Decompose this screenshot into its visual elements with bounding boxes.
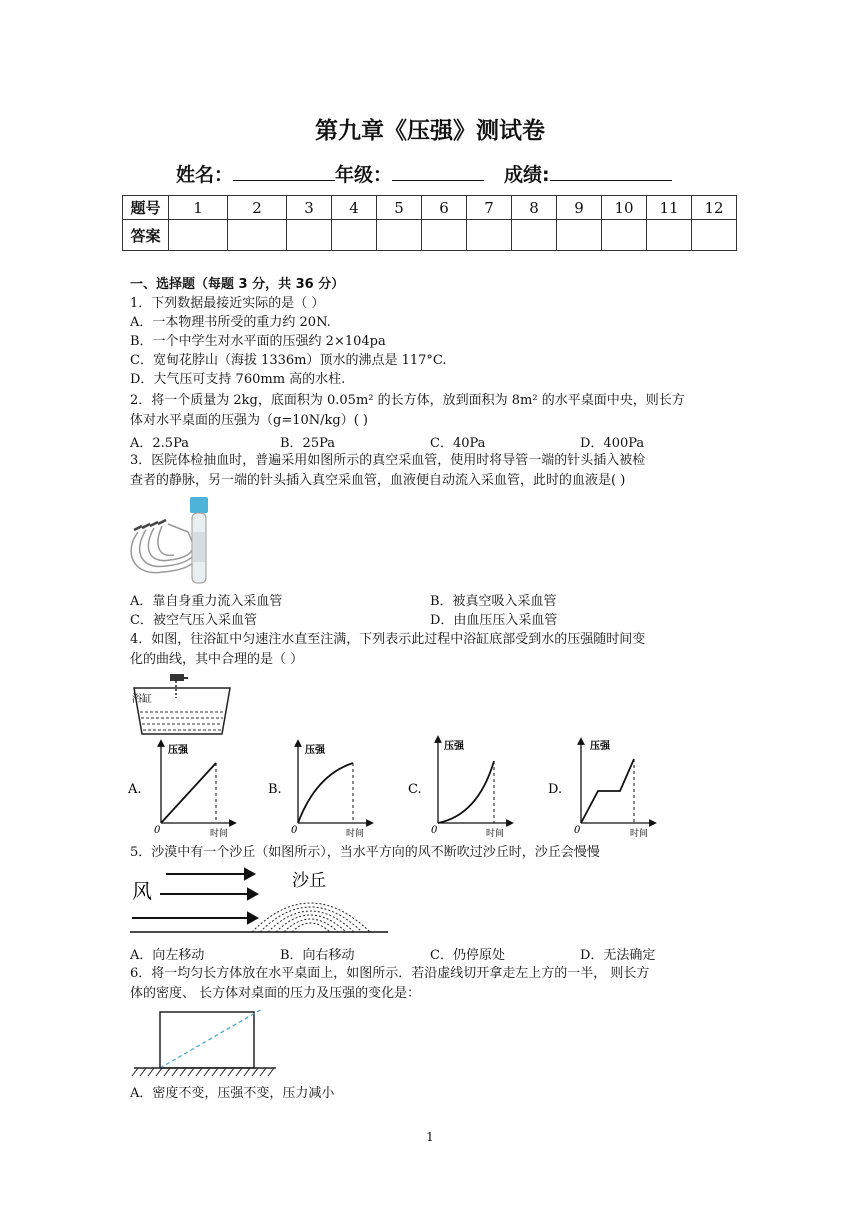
bathtub-figure <box>130 672 240 738</box>
y-axis-label: 压强 <box>590 741 610 752</box>
answer-cell[interactable] <box>647 220 692 251</box>
q3-option-a: A．靠自身重力流入采血管 <box>130 594 283 609</box>
q2-option-d: D．400Pa <box>580 436 645 451</box>
q4-line1: 4．如图，往浴缸中匀速注水直至注满，下列表示此过程中浴缸底部受到水的压强随时间变 <box>130 632 646 647</box>
q-num: 8 <box>512 196 557 220</box>
name-label: 姓名： <box>176 164 234 186</box>
q-num: 12 <box>692 196 737 220</box>
q5-option-d: D．无法确定 <box>580 948 656 963</box>
score-blank[interactable] <box>550 162 672 181</box>
dune-label: 沙丘 <box>292 871 326 891</box>
origin-label: 0 <box>291 825 298 836</box>
q1-stem: 1．下列数据最接近实际的是（ ） <box>130 296 325 311</box>
q6-line1: 6．将一均匀长方体放在水平桌面上，如图所示．若沿虚线切开拿走左上方的一半， 则长方 <box>130 966 650 981</box>
row-label-question: 题号 <box>123 196 169 220</box>
graph-letter: B. <box>268 782 282 797</box>
q-num: 6 <box>422 196 467 220</box>
rectangular-block-figure <box>130 1008 280 1080</box>
grade-blank[interactable] <box>392 162 484 181</box>
q-num: 10 <box>602 196 647 220</box>
q3-option-d: D．由血压压入采血管 <box>430 613 558 628</box>
q-num: 2 <box>228 196 287 220</box>
tube-cap <box>190 497 208 513</box>
q-num: 9 <box>557 196 602 220</box>
q1-option-a: A．一本物理书所受的重力约 20N. <box>130 315 331 330</box>
answer-cell[interactable] <box>287 220 332 251</box>
q4-line2: 化的曲线，其中合理的是（ ） <box>130 652 304 667</box>
sand-dune-figure <box>130 864 390 938</box>
graph-letter: C. <box>408 782 422 797</box>
y-axis-label: 压强 <box>168 745 188 756</box>
q6-line2: 体的密度、 长方体对桌面的压力及压强的变化是： <box>130 986 421 1001</box>
q5-line1: 5．沙漠中有一个沙丘（如图所示），当水平方向的风不断吹过沙丘时，沙丘会慢慢 <box>130 845 600 860</box>
answer-cell[interactable] <box>512 220 557 251</box>
name-blank[interactable] <box>233 162 335 181</box>
row-label-answer: 答案 <box>123 220 169 251</box>
x-axis-label: 时间 <box>346 829 365 839</box>
graph-b <box>268 743 370 839</box>
answer-cell[interactable] <box>602 220 647 251</box>
answer-cell[interactable] <box>332 220 377 251</box>
q5-option-a: A．向左移动 <box>130 948 205 963</box>
answer-cell[interactable] <box>228 220 287 251</box>
q5-option-b: B．向右移动 <box>280 948 355 963</box>
page-number: 1 <box>426 1130 434 1144</box>
graph-letter: A. <box>128 782 142 797</box>
origin-label: 0 <box>574 825 581 836</box>
answer-cell[interactable] <box>377 220 422 251</box>
origin-label: 0 <box>154 825 161 836</box>
q1-option-d: D．大气压可支持 760mm 高的水柱. <box>130 372 346 387</box>
score-label: 成绩: <box>504 164 550 186</box>
x-axis-label: 时间 <box>210 829 229 839</box>
tub-label: 浴缸 <box>132 694 152 705</box>
q2-line1: 2．将一个质量为 2kg，底面积为 0.05m² 的长方体，放到面积为 8m² 的水平桌面中央，则长方 <box>130 393 685 408</box>
answer-cell[interactable] <box>692 220 737 251</box>
q3-option-b: B．被真空吸入采血管 <box>430 594 557 609</box>
q1-option-c: C．宽甸花脖山（海拔 1336m）顶水的沸点是 117°C. <box>130 353 447 368</box>
grade-label: 年级： <box>335 164 393 186</box>
blood-collection-tube-figure <box>128 492 228 587</box>
q-num: 11 <box>647 196 692 220</box>
q3-line2: 查者的静脉，另一端的针头插入真空采血管，血液便自动流入采血管，此时的血液是( ) <box>130 473 626 488</box>
graph-d <box>548 739 653 839</box>
q-num: 7 <box>467 196 512 220</box>
graph-c <box>408 739 510 839</box>
q3-line1: 3．医院体检抽血时，普遍采用如图所示的真空采血管，使用时将导管一端的针头插入被检 <box>130 453 646 468</box>
q2-option-a: A．2.5Pa <box>130 436 189 451</box>
graph-letter: D. <box>548 782 563 797</box>
answer-cell[interactable] <box>422 220 467 251</box>
q-num: 3 <box>287 196 332 220</box>
q2-option-b: B．25Pa <box>280 436 336 451</box>
wind-label: 风 <box>132 879 152 903</box>
x-axis-label: 时间 <box>486 829 505 839</box>
q1-option-b: B．一个中学生对水平面的压强约 2×104pa <box>130 334 386 349</box>
q-num: 5 <box>377 196 422 220</box>
answer-cell[interactable] <box>467 220 512 251</box>
q2-line2: 体对水平桌面的压强为（g=10N/kg）( ) <box>130 413 368 428</box>
answer-table <box>122 195 737 251</box>
section-heading: 一、选择题（每题 3 分，共 36 分） <box>130 277 345 292</box>
y-axis-label: 压强 <box>305 745 325 756</box>
pressure-time-graphs <box>128 735 698 840</box>
q-num: 1 <box>169 196 228 220</box>
answer-cell[interactable] <box>557 220 602 251</box>
graph-a <box>128 743 233 839</box>
origin-label: 0 <box>431 825 438 836</box>
q2-option-c: C．40Pa <box>430 436 486 451</box>
student-info-row <box>176 160 672 187</box>
page-title: 第九章《压强》测试卷 <box>315 118 545 144</box>
y-axis-label: 压强 <box>444 741 464 752</box>
q6-option-a: A．密度不变，压强不变，压力减小 <box>130 1086 335 1101</box>
q5-option-c: C．仍停原处 <box>430 948 505 963</box>
x-axis-label: 时间 <box>630 829 649 839</box>
q3-option-c: C．被空气压入采血管 <box>130 613 257 628</box>
answer-cell[interactable] <box>169 220 228 251</box>
q-num: 4 <box>332 196 377 220</box>
cut-line <box>160 1009 262 1068</box>
